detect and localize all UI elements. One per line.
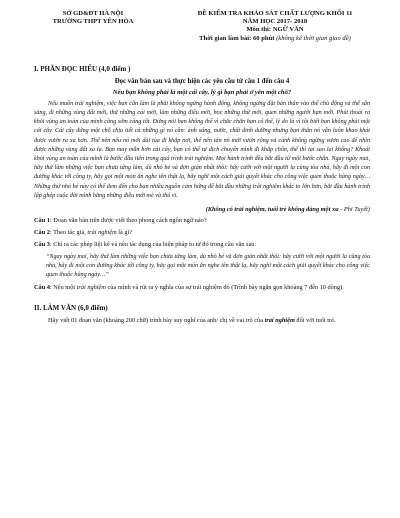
- question-4: [34, 283, 370, 292]
- part1-task: Đọc văn bản sau và thực hiện các yêu cầu từ câu 1 đến câu 4: [114, 77, 290, 85]
- part1-heading: I. PHẦN ĐỌC HIỂU (4,0 điểm ): [34, 64, 131, 73]
- question-2: [34, 228, 370, 237]
- q4-text-a: : Nêu một: [49, 284, 77, 292]
- school-year: NĂM HỌC 2017- 2018: [242, 18, 308, 26]
- q2-text-b: là gì?: [116, 229, 133, 237]
- source-author: - Phi Tuyết): [338, 206, 370, 214]
- exam-header: [34, 10, 370, 43]
- school-info: [34, 10, 152, 43]
- question-1: [34, 216, 370, 225]
- q3-label: Câu 3: [34, 241, 50, 249]
- question-3-quote: “Ngay ngày mai, hãy thử làm những việc bạn chưa từng làm, dù nhỏ bé và đơn giản nhất thôi: hãy cười với một người lạ cùng tòa nhà, hãy đi một con đường khác tới công ty, hãy gọi một món ăn nghe tên thật lạ, hãy nghĩ một cách giải quyết khác cho công việc quen thuộc hàng ngày…”: [46, 253, 370, 279]
- essay-prompt: [34, 316, 370, 325]
- source-title: (Không có trải nghiệm, tuổi trẻ không đáng một xu: [205, 206, 339, 214]
- exam-title: ĐỀ KIỂM TRA KHẢO SÁT CHẤT LƯỢNG KHỐI 11: [197, 10, 353, 17]
- exam-duration: Thời gian làm bài: 60 phút: [199, 34, 275, 42]
- q3-text: : Chỉ ra các phép liệt kê và nêu tác dụng của biện pháp tu từ đó trong câu văn sau:: [49, 241, 257, 249]
- exam-info: [180, 10, 370, 43]
- q2-text-a: : Theo tác giả,: [49, 229, 88, 237]
- essay-text-b: đối với tuổi trẻ.: [294, 317, 336, 325]
- reading-passage: Nếu muốn trải nghiệm, việc bạn cần làm là phải không ngừng hành động, không ngừng đặt bản thân vào thế chủ động và thế sẵn sàng, đi những vùng đất mới, thử những cái mới, làm những điều mới, học những thứ mới, quen những người bạn mới. Phút thoải ra khỏi vùng an toàn của mình càng sớm càng tốt. Đừng nói bạn không thể vì chắc chắn bạn có thể, lý do là vì tôi biết bạn không phải một cái cây. Cái cây đứng một chỗ chịu tiết cả những gì nó cần: ánh sáng, nước, chất dinh dưỡng nhưng bạn thân nó vẫn luôn khao khát được vươn ra xa hơn. Thế nên nếu nó mới dài tùa đi khắp nơi, thế nên tán nó mới vươn rộng và cành không ngừng vươn cao để nhìn được những vùng đất xa lạ. Bạn may mắn hơn cái cây, bạn có thể tự dịch chuyển mình đi khắp chốn, thế thì tại sao lại không? Khoát khỏi vùng an toàn của mình là bước đầu tiên trong quá trình trải nghiệm. Mọi hành trình đều bắt đầu từ một bước chân. Ngay ngày mai, hãy thử làm những việc bạn chưa từng làm, dù nhỏ bé và đơn giản nhất thôi: hãy cười với một người lạ cùng tòa nhà, hãy đi một con đường khác tới công ty, hãy gọi một món ăn nghe tên thật lạ, hãy nghĩ một cách giải quyết khác cho công việc quen thuộc hàng ngày… Những thứ nhỏ bé này có thể đem đến cho bạn nhiều nguồn cảm hứng để bắt đầu những trải nghiệm khác to lớn hơn, bắt đầu hành trình lập ghép cuộc đời mình bằng những điều mới mẻ và thú vị.: [34, 100, 370, 199]
- q2-italic: trải nghiệm: [87, 229, 117, 237]
- q1-text: : Đoạn văn bản trên được viết theo phong cách ngôn ngữ nào?: [49, 217, 207, 225]
- passage-source: [34, 206, 370, 213]
- exam-subject: Môn thi: NGỮ VĂN: [246, 26, 304, 34]
- part2-heading: II. LÀM VĂN (6,0 điểm): [34, 304, 108, 313]
- exam-time-note: (không kể thời gian giao đề): [276, 34, 351, 42]
- school-name: TRƯỜNG THPT YÊN HÒA: [52, 18, 134, 26]
- essay-keyword: trải nghiệm: [264, 317, 295, 325]
- q4-label: Câu 4: [34, 284, 50, 292]
- question-3: [34, 240, 370, 249]
- department-name: SỞ GD&ĐT HÀ NỘI: [62, 10, 124, 17]
- q4-text-b: của mình và rút ra ý nghĩa của sự trải nghiệm đó (Trình bày ngắn gọn khoảng 7 đến 10 dòng): [105, 284, 343, 292]
- essay-text-a: Hãy viết 01 đoạn văn (khoảng 200 chữ) trình bày suy nghĩ của anh/ chị về vai trò của: [48, 317, 265, 325]
- exam-time: [180, 35, 370, 43]
- q2-label: Câu 2: [34, 229, 50, 237]
- q1-label: Câu 1: [34, 217, 50, 225]
- passage-title: Nếu bạn không phải là một cái cây, lý gì bạn phải ở yên một chỗ?: [112, 88, 292, 96]
- q4-italic: trải nghiệm: [76, 284, 106, 292]
